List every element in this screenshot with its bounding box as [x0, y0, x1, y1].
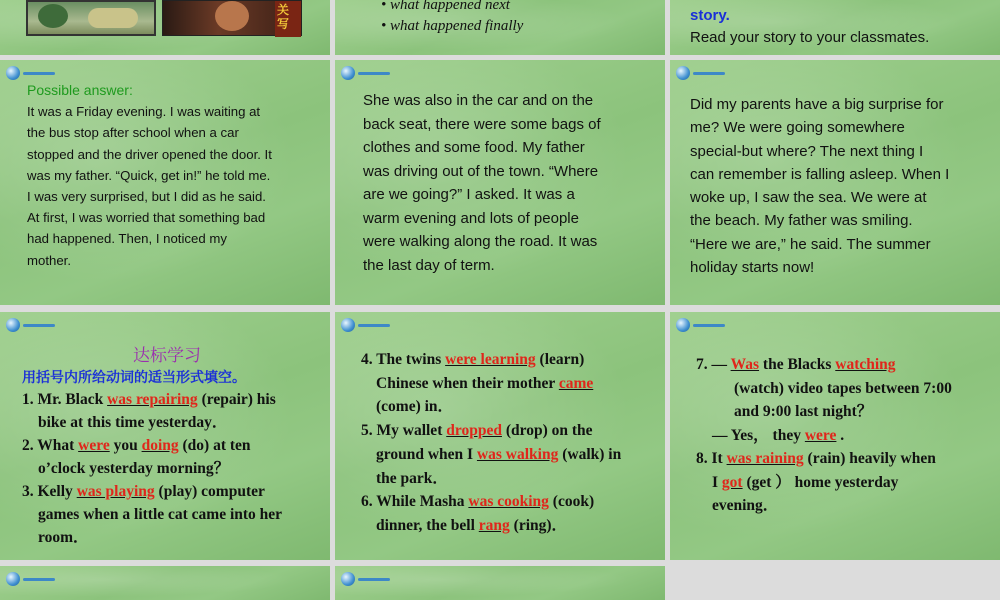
slide-bottom-middle: [335, 312, 665, 560]
slide-partial-left: [0, 566, 330, 600]
exercise-questions: [361, 348, 621, 538]
story-passage: [363, 89, 601, 277]
passage-line: It was a Friday evening. I was waiting at: [27, 104, 261, 120]
story-passage: [690, 93, 949, 279]
exercise-title: 达标学习: [133, 346, 201, 366]
passage-line: I was very surprised, but I did as he said.: [27, 189, 266, 205]
answer-blank: was playing: [76, 483, 155, 500]
question-line: ground when I was walking (walk) in: [376, 445, 622, 463]
instruction-line: Read your story to your classmates.: [690, 29, 930, 46]
logo: [6, 318, 55, 332]
answer-blank: doing: [141, 437, 179, 454]
bullet-item: • what happened finally: [381, 18, 524, 34]
passage-line: back seat, there were some bags of: [363, 115, 601, 133]
question-line: bike at this time yesterday．: [38, 414, 228, 431]
slide-mid-right: [670, 60, 1000, 305]
answer-blank: Was: [730, 356, 760, 373]
passage-line: mother.: [27, 252, 71, 268]
slide-top-left: [0, 0, 330, 55]
answer-blank: got: [721, 473, 743, 491]
logo: [676, 66, 725, 80]
answer-blank: was walking: [476, 445, 559, 463]
slide-partial-middle: [335, 566, 665, 600]
question-line: games when a little cat came into her: [38, 506, 283, 523]
logo: [6, 572, 55, 586]
answer-blank: dropped: [446, 422, 502, 440]
slide-bottom-right: [670, 312, 1000, 560]
passage-line: was my father. “Quick, get in!” he told me.: [27, 167, 271, 183]
passage-line: “Here we are,” he said. The summer: [690, 235, 931, 253]
passage-line: had happened. Then, I noticed my: [27, 231, 227, 247]
passage-line: At first, I was worried that something bad: [27, 210, 266, 226]
question-line: o’clock yesterday morning？: [38, 460, 230, 477]
exercise-questions: [22, 388, 282, 549]
question-6: 6. While Masha was cooking (cook): [361, 493, 595, 511]
passage-line: are we going?” I asked. It was a: [363, 186, 575, 203]
logo: [341, 318, 390, 332]
passage-line: stopped and the driver opened the door. It: [27, 146, 272, 162]
answer-blank: was raining: [726, 450, 804, 467]
slide-image-scenery: [26, 0, 156, 36]
slide-mid-left: [0, 60, 330, 305]
answer-blank: watching: [835, 356, 896, 373]
answer-blank: was repairing: [107, 391, 198, 408]
exercise-instruction: 用括号内所给动词的适当形式填空。: [22, 370, 246, 386]
question-4: 4. The twins were learning (learn): [361, 351, 585, 368]
answer-blank: were: [78, 437, 110, 454]
passage-line: can remember is falling asleep. When I: [690, 165, 950, 183]
question-line: — Yes， they were .: [712, 426, 845, 444]
story-passage: [27, 80, 272, 271]
question-1: 1. Mr. Black was repairing (repair) his: [22, 391, 276, 408]
answer-blank: were learning: [445, 351, 536, 368]
question-line: room．: [38, 529, 89, 546]
question-line: the park．: [376, 469, 448, 487]
slide-bottom-left: [0, 312, 330, 560]
bullet-item: • what happened next: [381, 0, 510, 13]
question-line: and 9:00 last night？: [734, 403, 873, 420]
exercise-questions: [696, 353, 952, 518]
question-2: 2. What were you doing (do) at ten: [22, 437, 251, 454]
question-line: dinner, the bell rang (ring)．: [376, 516, 568, 534]
bullet-list: [381, 0, 523, 37]
passage-line: special-but where? The next thing I: [690, 142, 924, 160]
slide-top-middle: [335, 0, 665, 55]
slide-image-person: [162, 0, 302, 36]
passage-line: the bus stop after school when a car: [27, 125, 239, 141]
passage-line: She was also in the car and on the: [363, 92, 594, 109]
logo: [676, 318, 725, 332]
passage-line: warm evening and lots of people: [363, 209, 579, 227]
instruction-line: story.: [690, 7, 730, 24]
slide-mid-middle: [335, 60, 665, 305]
passage-line: woke up, I saw the sea. We were at: [690, 189, 927, 207]
passage-heading: Possible answer:: [27, 82, 133, 98]
logo: [341, 572, 390, 586]
passage-line: holiday starts now!: [690, 259, 815, 277]
logo: [6, 66, 55, 80]
question-line: (watch) video tapes between 7:00: [734, 379, 952, 397]
question-5: 5. My wallet dropped (drop) on the: [361, 422, 593, 440]
slide-top-right: [670, 0, 1000, 55]
passage-line: me? We were going somewhere: [690, 119, 905, 137]
question-line: Chinese when their mother came: [376, 374, 594, 392]
question-line: evening．: [712, 497, 779, 514]
logo: [341, 66, 390, 80]
passage-line: were walking along the road. It was: [363, 233, 598, 250]
sign-text: 关 写: [277, 3, 290, 31]
question-7: 7. — Was the Blacks watching: [696, 356, 896, 373]
passage-line: clothes and some food. My father: [363, 139, 585, 156]
answer-blank: rang: [478, 516, 510, 534]
answer-blank: were: [804, 426, 837, 444]
passage-line: the last day of term.: [363, 256, 495, 274]
question-3: 3. Kelly was playing (play) computer: [22, 483, 265, 500]
question-line: I got (get ） home yesterday: [712, 473, 899, 491]
passage-line: was driving out of the town. “Where: [363, 162, 599, 180]
question-line: (come) in．: [376, 398, 454, 416]
answer-blank: was cooking: [468, 493, 549, 511]
question-8: 8. It was raining (rain) heavily when: [696, 450, 936, 467]
answer-blank: came: [558, 374, 594, 392]
passage-line: Did my parents have a big surprise for: [690, 96, 944, 113]
passage-line: the beach. My father was smiling.: [690, 212, 913, 230]
instruction-text: [690, 5, 929, 49]
